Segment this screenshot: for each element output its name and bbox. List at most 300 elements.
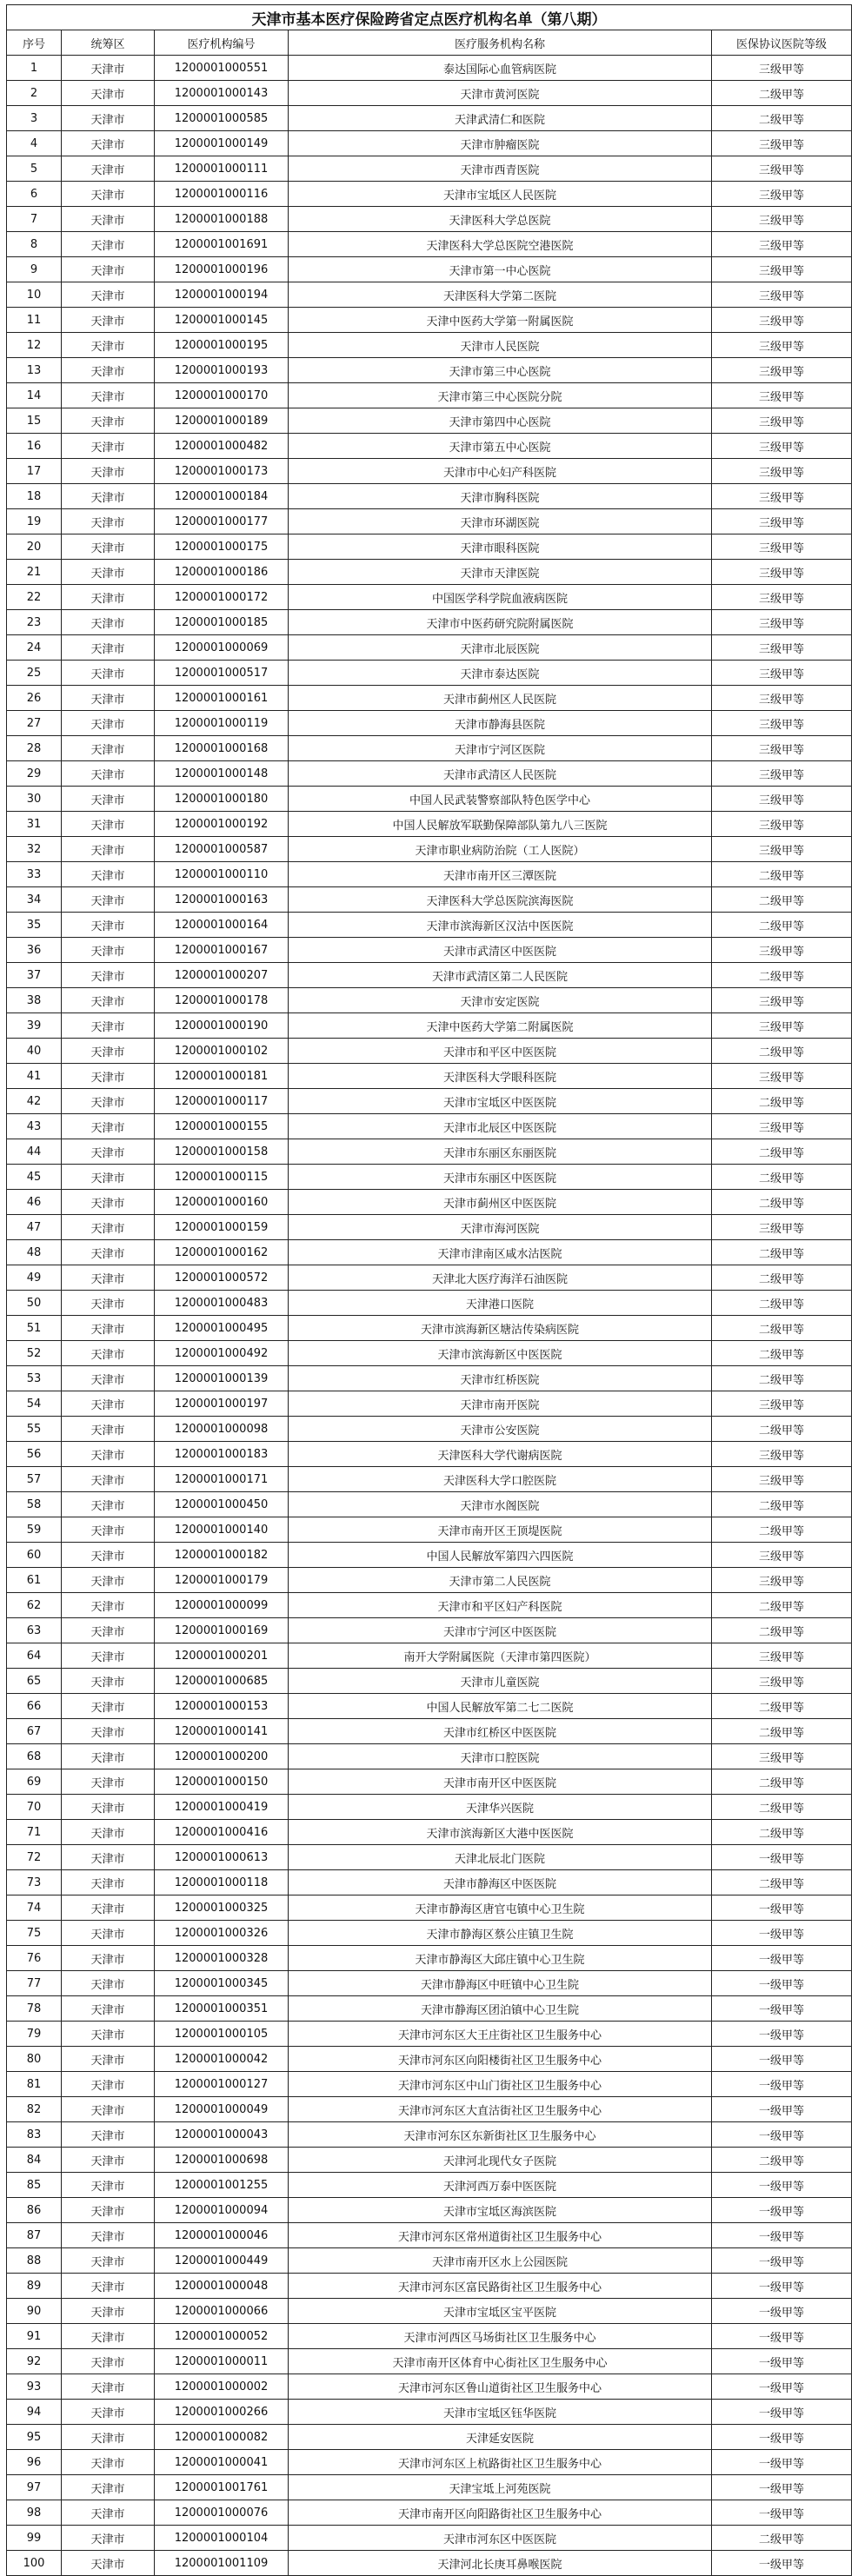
cell-grade: 二级甲等 bbox=[712, 81, 852, 106]
cell-region: 天津市 bbox=[62, 308, 155, 333]
cell-index: 15 bbox=[7, 408, 62, 434]
cell-index: 64 bbox=[7, 1643, 62, 1669]
table-row bbox=[7, 1190, 852, 1215]
cell-grade: 三级甲等 bbox=[712, 661, 852, 686]
cell-index: 50 bbox=[7, 1291, 62, 1316]
cell-index: 1 bbox=[7, 56, 62, 81]
cell-grade: 一级甲等 bbox=[712, 2072, 852, 2097]
table-row bbox=[7, 2475, 852, 2500]
cell-index: 34 bbox=[7, 887, 62, 913]
cell-index: 29 bbox=[7, 761, 62, 787]
table-row bbox=[7, 1769, 852, 1795]
cell-index: 51 bbox=[7, 1316, 62, 1341]
cell-index: 11 bbox=[7, 308, 62, 333]
cell-code: 1200001000181 bbox=[155, 1064, 289, 1089]
table-row bbox=[7, 1996, 852, 2022]
cell-region: 天津市 bbox=[62, 434, 155, 459]
cell-grade: 三级甲等 bbox=[712, 736, 852, 761]
cell-index: 75 bbox=[7, 1921, 62, 1946]
cell-code: 1200001000328 bbox=[155, 1946, 289, 1971]
cell-index: 30 bbox=[7, 787, 62, 812]
cell-name: 天津市第五中心医院 bbox=[289, 434, 712, 459]
cell-name: 中国医学科学院血液病医院 bbox=[289, 585, 712, 610]
cell-grade: 一级甲等 bbox=[712, 2475, 852, 2500]
cell-region: 天津市 bbox=[62, 1517, 155, 1543]
table-row bbox=[7, 661, 852, 686]
table-row bbox=[7, 2047, 852, 2072]
cell-index: 36 bbox=[7, 938, 62, 963]
table-row bbox=[7, 1895, 852, 1921]
cell-region: 天津市 bbox=[62, 661, 155, 686]
cell-grade: 二级甲等 bbox=[712, 1291, 852, 1316]
cell-code: 1200001000613 bbox=[155, 1845, 289, 1870]
cell-grade: 一级甲等 bbox=[712, 1946, 852, 1971]
cell-code: 1200001000177 bbox=[155, 509, 289, 534]
cell-index: 13 bbox=[7, 358, 62, 383]
cell-region: 天津市 bbox=[62, 2047, 155, 2072]
cell-grade: 二级甲等 bbox=[712, 1190, 852, 1215]
cell-grade: 三级甲等 bbox=[712, 333, 852, 358]
cell-name: 天津市南开区体育中心街社区卫生服务中心 bbox=[289, 2349, 712, 2374]
cell-grade: 三级甲等 bbox=[712, 610, 852, 635]
cell-grade: 二级甲等 bbox=[712, 1240, 852, 1265]
table-row bbox=[7, 837, 852, 862]
cell-region: 天津市 bbox=[62, 862, 155, 887]
cell-code: 1200001000149 bbox=[155, 131, 289, 156]
cell-code: 1200001000105 bbox=[155, 2022, 289, 2047]
cell-grade: 一级甲等 bbox=[712, 2223, 852, 2248]
table-row bbox=[7, 1013, 852, 1039]
cell-grade: 三级甲等 bbox=[712, 408, 852, 434]
cell-index: 17 bbox=[7, 459, 62, 484]
cell-code: 1200001000161 bbox=[155, 686, 289, 711]
cell-code: 1200001000345 bbox=[155, 1971, 289, 1996]
cell-code: 1200001000171 bbox=[155, 1467, 289, 1492]
cell-region: 天津市 bbox=[62, 1769, 155, 1795]
table-row bbox=[7, 2324, 852, 2349]
cell-region: 天津市 bbox=[62, 358, 155, 383]
table-row bbox=[7, 2500, 852, 2526]
table-row bbox=[7, 1845, 852, 1870]
cell-index: 80 bbox=[7, 2047, 62, 2072]
cell-name: 天津市眼科医院 bbox=[289, 534, 712, 560]
cell-index: 57 bbox=[7, 1467, 62, 1492]
cell-code: 1200001000585 bbox=[155, 106, 289, 131]
cell-grade: 三级甲等 bbox=[712, 182, 852, 207]
cell-code: 1200001000115 bbox=[155, 1165, 289, 1190]
cell-code: 1200001000043 bbox=[155, 2122, 289, 2148]
cell-region: 天津市 bbox=[62, 2022, 155, 2047]
cell-code: 1200001000197 bbox=[155, 1391, 289, 1417]
cell-region: 天津市 bbox=[62, 560, 155, 585]
cell-name: 天津北辰北门医院 bbox=[289, 1845, 712, 1870]
table-row bbox=[7, 1643, 852, 1669]
cell-index: 93 bbox=[7, 2374, 62, 2400]
cell-code: 1200001000139 bbox=[155, 1366, 289, 1391]
cell-index: 46 bbox=[7, 1190, 62, 1215]
cell-grade: 一级甲等 bbox=[712, 1895, 852, 1921]
table-row bbox=[7, 1568, 852, 1593]
cell-region: 天津市 bbox=[62, 1744, 155, 1769]
cell-region: 天津市 bbox=[62, 2173, 155, 2198]
table-row bbox=[7, 1820, 852, 1845]
cell-index: 81 bbox=[7, 2072, 62, 2097]
cell-code: 1200001000141 bbox=[155, 1719, 289, 1744]
cell-code: 1200001000266 bbox=[155, 2400, 289, 2425]
table-row bbox=[7, 106, 852, 131]
cell-index: 86 bbox=[7, 2198, 62, 2223]
cell-name: 天津市黄河医院 bbox=[289, 81, 712, 106]
cell-name: 天津市武清区中医医院 bbox=[289, 938, 712, 963]
cell-grade: 一级甲等 bbox=[712, 1971, 852, 1996]
cell-region: 天津市 bbox=[62, 1795, 155, 1820]
cell-index: 69 bbox=[7, 1769, 62, 1795]
cell-code: 1200001000450 bbox=[155, 1492, 289, 1517]
cell-region: 天津市 bbox=[62, 2274, 155, 2299]
table-row bbox=[7, 1593, 852, 1618]
table-row bbox=[7, 1417, 852, 1442]
table-row bbox=[7, 1971, 852, 1996]
cell-grade: 三级甲等 bbox=[712, 282, 852, 308]
table-row bbox=[7, 1870, 852, 1895]
cell-region: 天津市 bbox=[62, 913, 155, 938]
cell-code: 1200001000685 bbox=[155, 1669, 289, 1694]
table-row bbox=[7, 988, 852, 1013]
cell-index: 22 bbox=[7, 585, 62, 610]
cell-name: 天津中医药大学第一附属医院 bbox=[289, 308, 712, 333]
cell-name: 天津港口医院 bbox=[289, 1291, 712, 1316]
cell-name: 天津市津南区咸水沽医院 bbox=[289, 1240, 712, 1265]
cell-region: 天津市 bbox=[62, 1643, 155, 1669]
cell-name: 天津市海河医院 bbox=[289, 1215, 712, 1240]
cell-code: 1200001000419 bbox=[155, 1795, 289, 1820]
cell-region: 天津市 bbox=[62, 333, 155, 358]
cell-code: 1200001000551 bbox=[155, 56, 289, 81]
cell-name: 天津市宝坻区人民医院 bbox=[289, 182, 712, 207]
cell-grade: 二级甲等 bbox=[712, 1517, 852, 1543]
table-row bbox=[7, 534, 852, 560]
cell-code: 1200001000200 bbox=[155, 1744, 289, 1769]
cell-code: 1200001001761 bbox=[155, 2475, 289, 2500]
table-row bbox=[7, 1316, 852, 1341]
table-row bbox=[7, 2349, 852, 2374]
cell-index: 90 bbox=[7, 2299, 62, 2324]
cell-grade: 二级甲等 bbox=[712, 1265, 852, 1291]
cell-name: 天津市安定医院 bbox=[289, 988, 712, 1013]
table-row bbox=[7, 1517, 852, 1543]
cell-name: 天津市东丽区中医医院 bbox=[289, 1165, 712, 1190]
cell-name: 天津市北辰区中医医院 bbox=[289, 1114, 712, 1139]
cell-region: 天津市 bbox=[62, 1669, 155, 1694]
cell-code: 1200001000186 bbox=[155, 560, 289, 585]
cell-index: 82 bbox=[7, 2097, 62, 2122]
cell-code: 1200001000193 bbox=[155, 358, 289, 383]
table-row bbox=[7, 434, 852, 459]
cell-region: 天津市 bbox=[62, 2223, 155, 2248]
cell-index: 18 bbox=[7, 484, 62, 509]
cell-name: 天津河西万泰中医医院 bbox=[289, 2173, 712, 2198]
cell-name: 天津市人民医院 bbox=[289, 333, 712, 358]
cell-code: 1200001000011 bbox=[155, 2349, 289, 2374]
header-row bbox=[7, 30, 852, 56]
cell-code: 1200001000170 bbox=[155, 383, 289, 408]
cell-index: 33 bbox=[7, 862, 62, 887]
cell-grade: 二级甲等 bbox=[712, 913, 852, 938]
cell-grade: 二级甲等 bbox=[712, 106, 852, 131]
cell-grade: 三级甲等 bbox=[712, 1669, 852, 1694]
cell-code: 1200001000698 bbox=[155, 2148, 289, 2173]
table-row bbox=[7, 585, 852, 610]
cell-grade: 一级甲等 bbox=[712, 2425, 852, 2450]
cell-code: 1200001000159 bbox=[155, 1215, 289, 1240]
table-body bbox=[7, 56, 852, 2576]
cell-code: 1200001000195 bbox=[155, 333, 289, 358]
cell-region: 天津市 bbox=[62, 1291, 155, 1316]
cell-region: 天津市 bbox=[62, 1845, 155, 1870]
cell-name: 天津河北长庚耳鼻喉医院 bbox=[289, 2551, 712, 2576]
cell-name: 中国人民解放军第四六四医院 bbox=[289, 1543, 712, 1568]
cell-grade: 三级甲等 bbox=[712, 988, 852, 1013]
cell-grade: 二级甲等 bbox=[712, 1366, 852, 1391]
table-row bbox=[7, 1543, 852, 1568]
cell-region: 天津市 bbox=[62, 106, 155, 131]
cell-region: 天津市 bbox=[62, 1442, 155, 1467]
cell-name: 天津市和平区中医医院 bbox=[289, 1039, 712, 1064]
table-row bbox=[7, 1139, 852, 1165]
table-row bbox=[7, 308, 852, 333]
cell-name: 中国人民武装警察部队特色医学中心 bbox=[289, 787, 712, 812]
table-row bbox=[7, 2450, 852, 2475]
table-row bbox=[7, 1165, 852, 1190]
cell-index: 19 bbox=[7, 509, 62, 534]
cell-index: 73 bbox=[7, 1870, 62, 1895]
cell-region: 天津市 bbox=[62, 1341, 155, 1366]
cell-code: 1200001001255 bbox=[155, 2173, 289, 2198]
cell-region: 天津市 bbox=[62, 182, 155, 207]
cell-region: 天津市 bbox=[62, 2400, 155, 2425]
cell-grade: 三级甲等 bbox=[712, 383, 852, 408]
cell-region: 天津市 bbox=[62, 1013, 155, 1039]
cell-region: 天津市 bbox=[62, 837, 155, 862]
cell-index: 84 bbox=[7, 2148, 62, 2173]
cell-name: 天津宝坻上河苑医院 bbox=[289, 2475, 712, 2500]
cell-index: 60 bbox=[7, 1543, 62, 1568]
cell-index: 5 bbox=[7, 156, 62, 182]
cell-name: 天津市武清区第二人民医院 bbox=[289, 963, 712, 988]
cell-code: 1200001000111 bbox=[155, 156, 289, 182]
cell-grade: 三级甲等 bbox=[712, 1114, 852, 1139]
cell-grade: 一级甲等 bbox=[712, 2324, 852, 2349]
cell-region: 天津市 bbox=[62, 207, 155, 232]
cell-name: 天津医科大学口腔医院 bbox=[289, 1467, 712, 1492]
cell-name: 天津市宝坻区海滨医院 bbox=[289, 2198, 712, 2223]
cell-grade: 一级甲等 bbox=[712, 2450, 852, 2475]
cell-region: 天津市 bbox=[62, 2148, 155, 2173]
cell-region: 天津市 bbox=[62, 1240, 155, 1265]
table-row bbox=[7, 1291, 852, 1316]
cell-name: 天津市静海区唐官屯镇中心卫生院 bbox=[289, 1895, 712, 1921]
table-row bbox=[7, 232, 852, 257]
table-row bbox=[7, 1719, 852, 1744]
cell-grade: 三级甲等 bbox=[712, 1467, 852, 1492]
cell-index: 65 bbox=[7, 1669, 62, 1694]
table-row bbox=[7, 257, 852, 282]
cell-code: 1200001000517 bbox=[155, 661, 289, 686]
cell-index: 6 bbox=[7, 182, 62, 207]
cell-index: 66 bbox=[7, 1694, 62, 1719]
cell-code: 1200001000185 bbox=[155, 610, 289, 635]
table-row bbox=[7, 1492, 852, 1517]
cell-code: 1200001000160 bbox=[155, 1190, 289, 1215]
cell-name: 天津市宁河区医院 bbox=[289, 736, 712, 761]
cell-region: 天津市 bbox=[62, 1114, 155, 1139]
cell-region: 天津市 bbox=[62, 2299, 155, 2324]
cell-index: 35 bbox=[7, 913, 62, 938]
cell-region: 天津市 bbox=[62, 1417, 155, 1442]
table-row bbox=[7, 182, 852, 207]
cell-index: 89 bbox=[7, 2274, 62, 2299]
cell-name: 中国人民解放军联勤保障部队第九八三医院 bbox=[289, 812, 712, 837]
cell-code: 1200001000325 bbox=[155, 1895, 289, 1921]
cell-code: 1200001000046 bbox=[155, 2223, 289, 2248]
cell-grade: 一级甲等 bbox=[712, 1845, 852, 1870]
cell-region: 天津市 bbox=[62, 2349, 155, 2374]
cell-region: 天津市 bbox=[62, 1089, 155, 1114]
cell-code: 1200001000495 bbox=[155, 1316, 289, 1341]
cell-name: 天津市滨海新区塘沽传染病医院 bbox=[289, 1316, 712, 1341]
cell-index: 100 bbox=[7, 2551, 62, 2576]
cell-name: 天津市河东区中医医院 bbox=[289, 2526, 712, 2551]
cell-index: 55 bbox=[7, 1417, 62, 1442]
cell-index: 91 bbox=[7, 2324, 62, 2349]
cell-index: 72 bbox=[7, 1845, 62, 1870]
cell-code: 1200001000168 bbox=[155, 736, 289, 761]
cell-region: 天津市 bbox=[62, 938, 155, 963]
table-row bbox=[7, 1089, 852, 1114]
cell-region: 天津市 bbox=[62, 2198, 155, 2223]
cell-code: 1200001000482 bbox=[155, 434, 289, 459]
cell-index: 16 bbox=[7, 434, 62, 459]
cell-code: 1200001000201 bbox=[155, 1643, 289, 1669]
cell-code: 1200001000150 bbox=[155, 1769, 289, 1795]
cell-code: 1200001001691 bbox=[155, 232, 289, 257]
cell-name: 天津市第一中心医院 bbox=[289, 257, 712, 282]
cell-index: 37 bbox=[7, 963, 62, 988]
cell-name: 天津市宁河区中医医院 bbox=[289, 1618, 712, 1643]
cell-code: 1200001000148 bbox=[155, 761, 289, 787]
cell-region: 天津市 bbox=[62, 1971, 155, 1996]
cell-code: 1200001000099 bbox=[155, 1593, 289, 1618]
cell-region: 天津市 bbox=[62, 2551, 155, 2576]
cell-grade: 二级甲等 bbox=[712, 2526, 852, 2551]
cell-code: 1200001000158 bbox=[155, 1139, 289, 1165]
table-row bbox=[7, 484, 852, 509]
cell-grade: 二级甲等 bbox=[712, 1341, 852, 1366]
table-row bbox=[7, 1039, 852, 1064]
cell-code: 1200001000116 bbox=[155, 182, 289, 207]
cell-grade: 三级甲等 bbox=[712, 585, 852, 610]
cell-code: 1200001000167 bbox=[155, 938, 289, 963]
cell-name: 天津市河东区上杭路街社区卫生服务中心 bbox=[289, 2450, 712, 2475]
cell-grade: 三级甲等 bbox=[712, 459, 852, 484]
table-row bbox=[7, 459, 852, 484]
cell-index: 32 bbox=[7, 837, 62, 862]
cell-region: 天津市 bbox=[62, 1694, 155, 1719]
cell-code: 1200001000194 bbox=[155, 282, 289, 308]
table-row bbox=[7, 1341, 852, 1366]
cell-name: 天津市滨海新区汉沽中医医院 bbox=[289, 913, 712, 938]
table-row bbox=[7, 333, 852, 358]
table-row bbox=[7, 913, 852, 938]
cell-grade: 二级甲等 bbox=[712, 1820, 852, 1845]
cell-code: 1200001000180 bbox=[155, 787, 289, 812]
cell-region: 天津市 bbox=[62, 2500, 155, 2526]
cell-region: 天津市 bbox=[62, 736, 155, 761]
cell-code: 1200001000207 bbox=[155, 963, 289, 988]
table-row bbox=[7, 509, 852, 534]
cell-name: 天津市中心妇产科医院 bbox=[289, 459, 712, 484]
cell-region: 天津市 bbox=[62, 257, 155, 282]
cell-name: 天津华兴医院 bbox=[289, 1795, 712, 1820]
cell-grade: 三级甲等 bbox=[712, 1568, 852, 1593]
cell-name: 天津医科大学第二医院 bbox=[289, 282, 712, 308]
cell-name: 天津市静海区大邱庄镇中心卫生院 bbox=[289, 1946, 712, 1971]
cell-code: 1200001000110 bbox=[155, 862, 289, 887]
table-row bbox=[7, 610, 852, 635]
cell-grade: 三级甲等 bbox=[712, 308, 852, 333]
cell-index: 28 bbox=[7, 736, 62, 761]
cell-index: 96 bbox=[7, 2450, 62, 2475]
cell-grade: 二级甲等 bbox=[712, 1039, 852, 1064]
cell-region: 天津市 bbox=[62, 2450, 155, 2475]
cell-name: 天津市公安医院 bbox=[289, 1417, 712, 1442]
table-row bbox=[7, 1669, 852, 1694]
cell-index: 45 bbox=[7, 1165, 62, 1190]
cell-region: 天津市 bbox=[62, 1996, 155, 2022]
cell-index: 40 bbox=[7, 1039, 62, 1064]
cell-index: 78 bbox=[7, 1996, 62, 2022]
cell-grade: 三级甲等 bbox=[712, 1442, 852, 1467]
cell-index: 12 bbox=[7, 333, 62, 358]
cell-name: 天津市河东区向阳楼街社区卫生服务中心 bbox=[289, 2047, 712, 2072]
page-title: 天津市基本医疗保险跨省定点医疗机构名单（第八期） bbox=[7, 5, 852, 30]
cell-name: 天津市蓟州区中医医院 bbox=[289, 1190, 712, 1215]
cell-name: 天津市第三中心医院分院 bbox=[289, 383, 712, 408]
cell-index: 97 bbox=[7, 2475, 62, 2500]
cell-name: 南开大学附属医院（天津市第四医院） bbox=[289, 1643, 712, 1669]
cell-code: 1200001000162 bbox=[155, 1240, 289, 1265]
cell-index: 63 bbox=[7, 1618, 62, 1643]
cell-name: 天津市河东区大直沽街社区卫生服务中心 bbox=[289, 2097, 712, 2122]
cell-name: 天津武清仁和医院 bbox=[289, 106, 712, 131]
cell-grade: 三级甲等 bbox=[712, 56, 852, 81]
cell-grade: 一级甲等 bbox=[712, 2374, 852, 2400]
table-row bbox=[7, 131, 852, 156]
table-row bbox=[7, 1442, 852, 1467]
cell-index: 83 bbox=[7, 2122, 62, 2148]
cell-name: 泰达国际心血管病医院 bbox=[289, 56, 712, 81]
cell-region: 天津市 bbox=[62, 887, 155, 913]
cell-grade: 一级甲等 bbox=[712, 2047, 852, 2072]
cell-code: 1200001000104 bbox=[155, 2526, 289, 2551]
cell-region: 天津市 bbox=[62, 1064, 155, 1089]
cell-grade: 一级甲等 bbox=[712, 2400, 852, 2425]
cell-index: 85 bbox=[7, 2173, 62, 2198]
cell-name: 天津市南开区王顶堤医院 bbox=[289, 1517, 712, 1543]
cell-region: 天津市 bbox=[62, 156, 155, 182]
cell-grade: 二级甲等 bbox=[712, 1316, 852, 1341]
cell-grade: 二级甲等 bbox=[712, 1417, 852, 1442]
